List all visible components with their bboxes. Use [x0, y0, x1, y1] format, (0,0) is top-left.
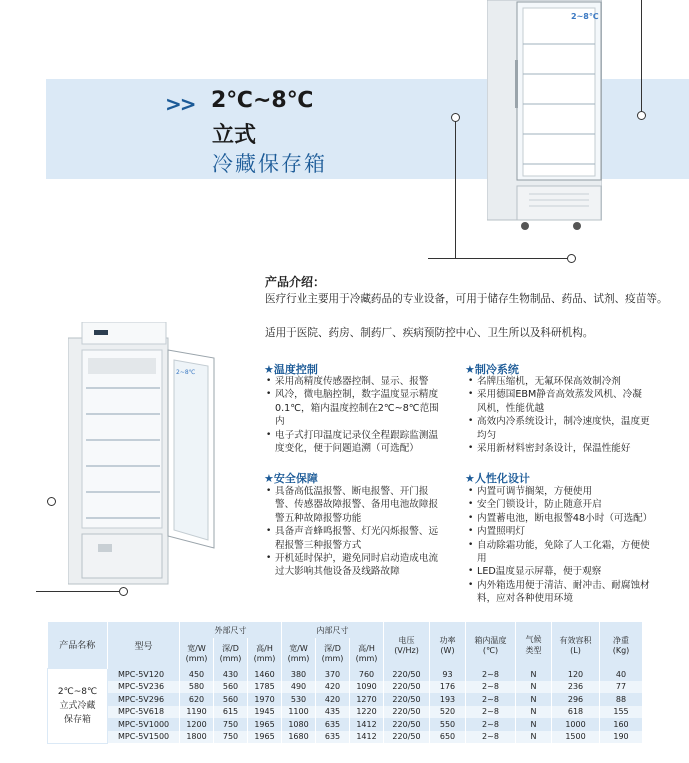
table-cell: 420	[316, 681, 350, 694]
header-height: 高/H (mm)	[248, 638, 282, 668]
table-cell: N	[516, 693, 552, 706]
header-power: 功率 (W)	[430, 622, 466, 668]
safety-list	[266, 485, 446, 579]
list-item: • 具备声音蜂鸣报警、灯光闪烁报警、远程报警三种报警方式	[266, 525, 446, 552]
table-row	[48, 706, 643, 719]
table-cell: 1500	[552, 731, 600, 744]
fridge-display-label: 2~8℃	[571, 12, 599, 21]
humanized-list	[468, 485, 653, 606]
table-cell: 1080	[282, 718, 316, 731]
list-item: • 安全门锁设计，防止随意开启	[468, 498, 650, 511]
table-cell: N	[516, 731, 552, 744]
table-cell: 1460	[248, 668, 282, 681]
header-height: 高/H (mm)	[350, 638, 384, 668]
list-item: • 采用新材料密封条设计，保温性能好	[468, 442, 650, 455]
header-width: 宽/W (mm)	[180, 638, 214, 668]
table-cell: N	[516, 668, 552, 681]
header-outer-size: 外部尺寸	[180, 622, 282, 638]
table-cell: 1970	[248, 693, 282, 706]
table-cell: 1100	[282, 706, 316, 719]
table-cell: N	[516, 706, 552, 719]
table-cell: 1270	[350, 693, 384, 706]
table-cell: 40	[600, 668, 643, 681]
table-cell: 580	[180, 681, 214, 694]
table-cell: 750	[214, 718, 248, 731]
table-cell: 1200	[180, 718, 214, 731]
list-item: • 电子式打印温度记录仪全程跟踪监测温度变化，便于问题追溯（可选配）	[266, 429, 446, 456]
header-volume: 有效容积 (L)	[552, 622, 600, 668]
list-item: • 名牌压缩机，无氟环保高效制冷剂	[468, 375, 650, 388]
model-cell: MPC-5V236	[108, 681, 180, 694]
table-cell: 750	[214, 731, 248, 744]
intro-heading: 产品介绍：	[265, 275, 326, 289]
table-cell: 2~8	[466, 668, 516, 681]
table-cell: 560	[214, 693, 248, 706]
model-cell: MPC-5V1000	[108, 718, 180, 731]
product-title: 冷藏保存箱	[212, 152, 327, 176]
refrigeration-list	[468, 375, 650, 455]
header-width: 宽/W (mm)	[282, 638, 316, 668]
table-row	[48, 681, 643, 694]
table-cell: 155	[600, 706, 643, 719]
table-cell: 93	[430, 668, 466, 681]
leader-dot	[47, 497, 56, 506]
chevron-icon: >>	[165, 92, 195, 116]
table-row	[48, 718, 643, 731]
table-cell: 1680	[282, 731, 316, 744]
table-cell: 120	[552, 668, 600, 681]
table-cell: 190	[600, 731, 643, 744]
table-cell: 1412	[350, 718, 384, 731]
table-cell: 220/50	[384, 668, 430, 681]
table-cell: 1800	[180, 731, 214, 744]
table-cell: 1220	[350, 706, 384, 719]
fridge-open-image	[68, 322, 218, 587]
table-cell: 88	[600, 693, 643, 706]
table-cell: 520	[430, 706, 466, 719]
spec-table	[47, 622, 643, 744]
table-cell: 220/50	[384, 731, 430, 744]
header-voltage: 电压 (V/Hz)	[384, 622, 430, 668]
leader-line	[36, 591, 123, 592]
table-cell: 1965	[248, 718, 282, 731]
table-cell: 2~8	[466, 681, 516, 694]
list-item: • 高效内冷系统设计，制冷速度快，温度更均匀	[468, 415, 650, 442]
model-cell: MPC-5V618	[108, 706, 180, 719]
section-title-refrigeration: ★制冷系统	[465, 363, 519, 376]
table-cell: 160	[600, 718, 643, 731]
fridge-closed-image	[487, 0, 602, 232]
table-cell: 618	[552, 706, 600, 719]
table-cell: 615	[214, 706, 248, 719]
table-cell: 650	[430, 731, 466, 744]
header-temperature: 箱内温度 (℃)	[466, 622, 516, 668]
leader-line	[455, 117, 456, 258]
section-title-temp-control: ★温度控制	[264, 363, 318, 376]
table-cell: 450	[180, 668, 214, 681]
table-cell: 220/50	[384, 681, 430, 694]
list-item: • 风冷，微电脑控制，数字温度显示精度0.1℃，箱内温度控制在2℃~8℃范围内	[266, 388, 446, 428]
header-model: 型号	[108, 622, 180, 668]
leader-line	[428, 258, 571, 259]
header-inner-size: 内部尺寸	[282, 622, 384, 638]
table-cell: 620	[180, 693, 214, 706]
table-cell: 550	[430, 718, 466, 731]
header-depth: 深/D (mm)	[214, 638, 248, 668]
table-cell: 435	[316, 706, 350, 719]
temperature-range: 2℃~8℃	[211, 88, 314, 113]
section-title-humanized: ★人性化设计	[465, 472, 530, 485]
table-cell: 380	[282, 668, 316, 681]
table-row	[48, 693, 643, 706]
table-row	[48, 668, 643, 681]
list-item: • 开机延时保护，避免同时启动造成电流过大影响其他设备及线路故障	[266, 552, 446, 579]
intro-paragraph: 医疗行业主要用于冷藏药品的专业设备，可用于储存生物制品、药品、试剂、疫苗等。	[265, 293, 668, 305]
header-product-name: 产品名称	[48, 622, 108, 668]
list-item: • 具备高低温报警、断电报警、开门报警、传感器故障报警、备用电池故障报警五种故障报警功能	[266, 485, 446, 525]
list-item: • 采用德国EBM静音高效蒸发风机、冷凝风机，性能优越	[468, 388, 650, 415]
leader-dot	[637, 111, 646, 120]
table-cell: 77	[600, 681, 643, 694]
table-cell: 635	[316, 731, 350, 744]
table-cell: 430	[214, 668, 248, 681]
leader-dot	[567, 254, 576, 263]
model-cell: MPC-5V120	[108, 668, 180, 681]
list-item: • 内外箱选用便于清洁、耐冲击、耐腐蚀材料，应对各种使用环境	[468, 579, 650, 606]
table-cell: 220/50	[384, 693, 430, 706]
table-cell: 1965	[248, 731, 282, 744]
intro-paragraph: 适用于医院、药房、制药厂、疾病预防控中心、卫生所以及科研机构。	[265, 327, 594, 339]
list-item: • 采用高精度传感器控制、显示、报警	[266, 375, 446, 388]
table-cell: 1945	[248, 706, 282, 719]
table-cell: 2~8	[466, 731, 516, 744]
table-row	[48, 731, 643, 744]
fridge-display-label: 2~8℃	[176, 369, 196, 376]
table-cell: 760	[350, 668, 384, 681]
table-cell: 236	[552, 681, 600, 694]
list-item: • 内置可调节搁架，方便使用	[468, 485, 650, 498]
table-cell: 193	[430, 693, 466, 706]
header-depth: 深/D (mm)	[316, 638, 350, 668]
temp-control-list	[266, 375, 446, 455]
list-item: • 内置照明灯	[468, 525, 650, 538]
list-item: • LED温度显示屏幕，便于观察	[468, 565, 650, 578]
table-cell: 1090	[350, 681, 384, 694]
table-cell: 530	[282, 693, 316, 706]
table-cell: 2~8	[466, 706, 516, 719]
header-weight: 净重 (Kg)	[600, 622, 643, 668]
section-title-safety: ★安全保障	[264, 472, 318, 485]
product-type: 立式	[212, 123, 257, 148]
table-cell: 1000	[552, 718, 600, 731]
table-cell: 490	[282, 681, 316, 694]
table-cell: 560	[214, 681, 248, 694]
table-cell: N	[516, 718, 552, 731]
leader-dot	[119, 587, 128, 596]
model-cell: MPC-5V296	[108, 693, 180, 706]
table-cell: 1785	[248, 681, 282, 694]
table-cell: 2~8	[466, 693, 516, 706]
table-cell: 370	[316, 668, 350, 681]
table-cell: 220/50	[384, 718, 430, 731]
table-cell: 220/50	[384, 706, 430, 719]
product-name-cell: 2℃~8℃ 立式冷藏 保存箱	[48, 668, 108, 743]
table-cell: 420	[316, 693, 350, 706]
table-cell: 1412	[350, 731, 384, 744]
table-cell: 2~8	[466, 718, 516, 731]
leader-line	[641, 0, 642, 115]
table-cell: 635	[316, 718, 350, 731]
list-item: • 自动除霜功能，免除了人工化霜，方便使用	[468, 539, 650, 566]
table-cell: 176	[430, 681, 466, 694]
table-cell: 1190	[180, 706, 214, 719]
table-cell: N	[516, 681, 552, 694]
leader-dot	[451, 113, 460, 122]
list-item: • 内置蓄电池，断电报警48小时（可选配）	[468, 512, 650, 525]
model-cell: MPC-5V1500	[108, 731, 180, 744]
table-cell: 296	[552, 693, 600, 706]
header-climate: 气候 类型	[516, 622, 552, 668]
